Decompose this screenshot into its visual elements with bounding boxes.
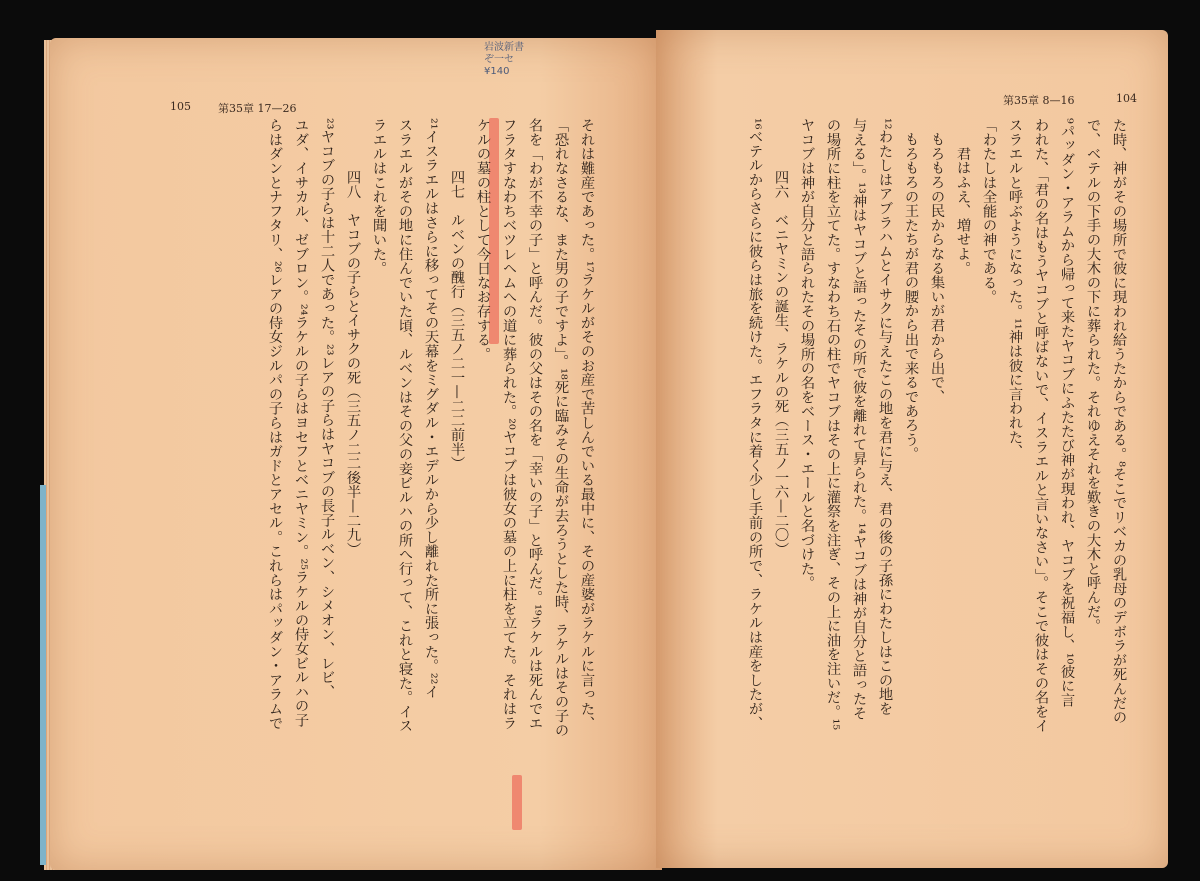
- pencil-note-line: ¥140: [484, 66, 510, 77]
- pencil-note-line: 岩波新書: [484, 42, 524, 53]
- right-chapter-header: 第35章 8—16: [1003, 94, 1075, 107]
- text-line: た時、神がその場所で彼に現われ給うたからである。⁸そこでリベカの乳母のデボラが死んだの: [1111, 118, 1127, 725]
- text-line: 与える」。¹³神はヤコブと語ったその所で彼を離れて昇られた。¹⁴ヤコブは神が自分と語ったそ: [851, 118, 867, 721]
- text-line: ユダ、イサカル、ゼブロン。²⁴ラケルの子らはヨセフとベニヤミン。²⁵ラケルの侍女ビルハの子: [293, 118, 309, 728]
- text-line: スラエルと呼ぶようになった。¹¹神は彼に言われた、: [1007, 118, 1023, 459]
- text-line: ヤコブは神が自分と語られたその場所の名をベース・エールと名づけた。: [799, 118, 815, 590]
- section-heading: 四六 ベニヤミンの誕生、ラケルの死（三五ノ一六—二〇）: [773, 170, 789, 557]
- right-page-number: 104: [1116, 92, 1137, 105]
- text-line: 名を「わが不幸の子」と呼んだ。彼の父はその名を「幸いの子」と呼んだ。¹⁹ラケルは死んでエ: [527, 118, 543, 731]
- poem-line: もろもろの王たちが君の腰から出で来るであろう。: [903, 132, 919, 461]
- section-heading: 四七 ルベンの醜行（三五ノ二一—二二前半）: [449, 170, 465, 471]
- text-line: われた、「君の名はもうヤコブと呼ばないで、イスラエルと言いなさい」。そこで彼はその名をイ: [1033, 118, 1049, 733]
- text-line: ラエルはこれを聞いた。: [371, 118, 387, 276]
- text-line: ⁹パッダン・アラムから帰って来たヤコブにふたたび神が現われ、ヤコブを祝福し、¹⁰彼に言: [1059, 118, 1075, 708]
- poem-line: 君はふえ、増せよ。: [955, 132, 971, 275]
- left-chapter-header: 第35章 17—26: [218, 102, 297, 115]
- text-line: 「恐れなさるな、また男の子ですよ」。¹⁸死に臨みその生命が去ろうとした時、ラケルはその子の: [553, 118, 569, 738]
- pencil-price-note: [484, 42, 528, 106]
- text-line: フラタすなわちベツレヘムへの道に葬られた。²⁰ヤコブは彼女の墓の上に柱を立てた。それはラ: [501, 118, 517, 731]
- text-line: スラエルがその地に住んでいた頃、ルベンはその父の妾ビルハの所へ行って、これと寝た。イス: [397, 118, 413, 733]
- poem-line: 「わたしは全能の神である。: [981, 118, 997, 304]
- book-cover-edge: [40, 485, 46, 865]
- right-page-text: [690, 118, 1132, 838]
- text-line: それは難産であった。¹⁷ラケルがそのお産で苦しんでいる最中に、その産婆がラケルに言った、: [579, 118, 595, 731]
- text-line: ²³ヤコブの子らは十二人であった。²³レアの子らはヤコブの長子ルベン、シメオン、レビ、: [319, 118, 335, 699]
- poem-line: もろもろの民からなる集いが君から出で、: [929, 132, 945, 404]
- text-line: ケルの墓の柱として今日なお存する。: [475, 118, 491, 362]
- text-line: ¹²わたしはアブラハムとイサクに与えたこの地を君に与え、君の後の子孫にわたしはこの地を: [877, 118, 893, 716]
- pencil-note-line: ぞ一セ: [484, 54, 514, 65]
- left-page-number: 105: [170, 100, 191, 113]
- text-line: ¹⁶ベテルからさらに彼らは旅を続けた。エフラタに着く少し手前の所で、ラケルは産をしたが、: [747, 118, 763, 731]
- text-line: の場所に柱を立てた。すなわち石の柱でヤコブはその上に灌祭を注ぎ、その上に油を注いだ。¹⁵: [825, 118, 841, 731]
- text-line: で、ベテルの下手の大木の下に葬られた。それゆえそれを歎きの大木と呼んだ。: [1085, 118, 1101, 633]
- section-heading: 四八 ヤコブの子らとイサクの死（三五ノ二二後半—二九）: [345, 170, 361, 557]
- text-line: ²¹イスラエルはさらに移ってその天幕をミグダル・エデルから少し離れた所に張った。²²イ: [423, 118, 439, 699]
- text-line: らはダンとナフタリ、²⁶レアの侍女ジルパの子らはガドとアセル。これらはパッダン・アラムで: [267, 118, 283, 731]
- left-page-text: [158, 118, 600, 838]
